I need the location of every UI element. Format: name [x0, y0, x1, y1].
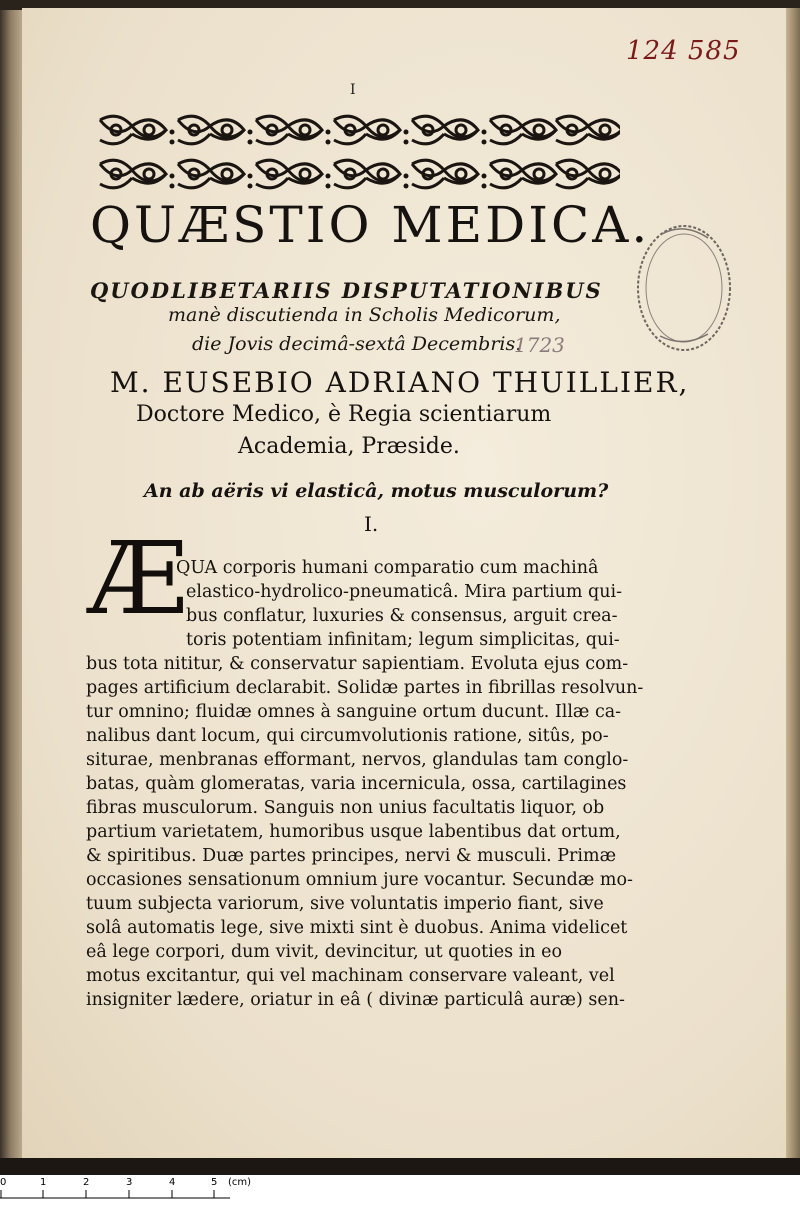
subtitle-line-1: QUODLIBETARIIS DISPUTATIONIBUS	[90, 278, 603, 303]
body-line: bus conflatur, luxuries & consensus, arguit crea-	[186, 606, 618, 626]
body-line: bus tota nititur, & conservatur sapientiam. Evoluta ejus com-	[86, 654, 629, 674]
body-line: siturae, menbranas efformant, nervos, glandulas tam conglo-	[86, 750, 629, 770]
ornament-band	[92, 106, 620, 196]
subtitle-line-3: die Jovis decimâ-sextâ Decembris.	[192, 333, 522, 355]
body-line: pages artificium declarabit. Solidæ partes in fibrillas resolvun-	[86, 678, 644, 698]
measurement-scale	[0, 1176, 800, 1206]
author-rank-line-2: Academia, Præside.	[238, 434, 460, 459]
scan-bottom-strip	[0, 1158, 800, 1175]
scale-label: 0	[0, 1177, 7, 1188]
drop-cap: Æ	[88, 520, 189, 637]
section-numeral: I.	[364, 512, 379, 536]
body-line: eâ lege corpori, dum vivit, devincitur, ut quoties in eo	[86, 942, 563, 962]
handwritten-date: 1723	[514, 333, 565, 357]
scale-unit-label: (cm)	[228, 1177, 252, 1188]
body-line: batas, quàm glomeratas, varia incernicula, ossa, cartilagines	[86, 774, 627, 794]
author-rank-line-1: Doctore Medico, è Regia scientiarum	[136, 402, 552, 427]
body-line: toris potentiam infinitam; legum simplicitas, qui-	[186, 630, 620, 650]
body-line: fibras musculorum. Sanguis non unius facultatis liquor, ob	[86, 798, 605, 818]
thesis-question: An ab aëris vi elasticâ, motus musculorum?	[144, 480, 609, 502]
scale-label: 5	[211, 1177, 218, 1188]
body-line: tuum subjecta variorum, sive voluntatis imperio fiant, sive	[86, 894, 604, 914]
body-line: QUA corporis humani comparatio cum machinâ	[176, 558, 599, 578]
page-right-edge	[786, 8, 800, 1158]
body-line: tur omnino; fluidæ omnes à sanguine ortum ducunt. Illæ ca-	[86, 702, 622, 722]
body-line: nalibus dant locum, qui circumvolutionis ratione, sitûs, po-	[86, 726, 609, 746]
body-line: elastico-hydrolico-pneumaticâ. Mira partium qui-	[186, 582, 622, 602]
signature-mark: I	[350, 82, 356, 98]
manuscript-shelfmark: 124 585	[626, 36, 741, 66]
body-line: partium varietatem, humoribus usque labentibus dat ortum,	[86, 822, 621, 842]
body-line: insigniter lædere, oriatur in eâ ( divinæ particulâ auræ) sen-	[86, 990, 625, 1010]
scale-label: 4	[169, 1177, 176, 1188]
body-line: solâ automatis lege, sive mixti sint è duobus. Anima videlicet	[86, 918, 628, 938]
document-title: QUÆSTIO MEDICA.	[90, 196, 651, 254]
body-line: & spiritibus. Duæ partes principes, nervi & musculi. Primæ	[86, 846, 617, 866]
presiding-author: M. EUSEBIO ADRIANO THUILLIER,	[110, 366, 690, 399]
scale-label: 3	[126, 1177, 133, 1188]
subtitle-line-2: manè discutienda in Scholis Medicorum,	[168, 304, 561, 326]
scale-label: 1	[40, 1177, 47, 1188]
scale-label: 2	[83, 1177, 90, 1188]
scale-ruler-icon	[0, 1176, 800, 1206]
body-line: motus excitantur, qui vel machinam conservare valeant, vel	[86, 966, 615, 986]
body-line: occasiones sensationum omnium jure vocantur. Secundæ mo-	[86, 870, 633, 890]
